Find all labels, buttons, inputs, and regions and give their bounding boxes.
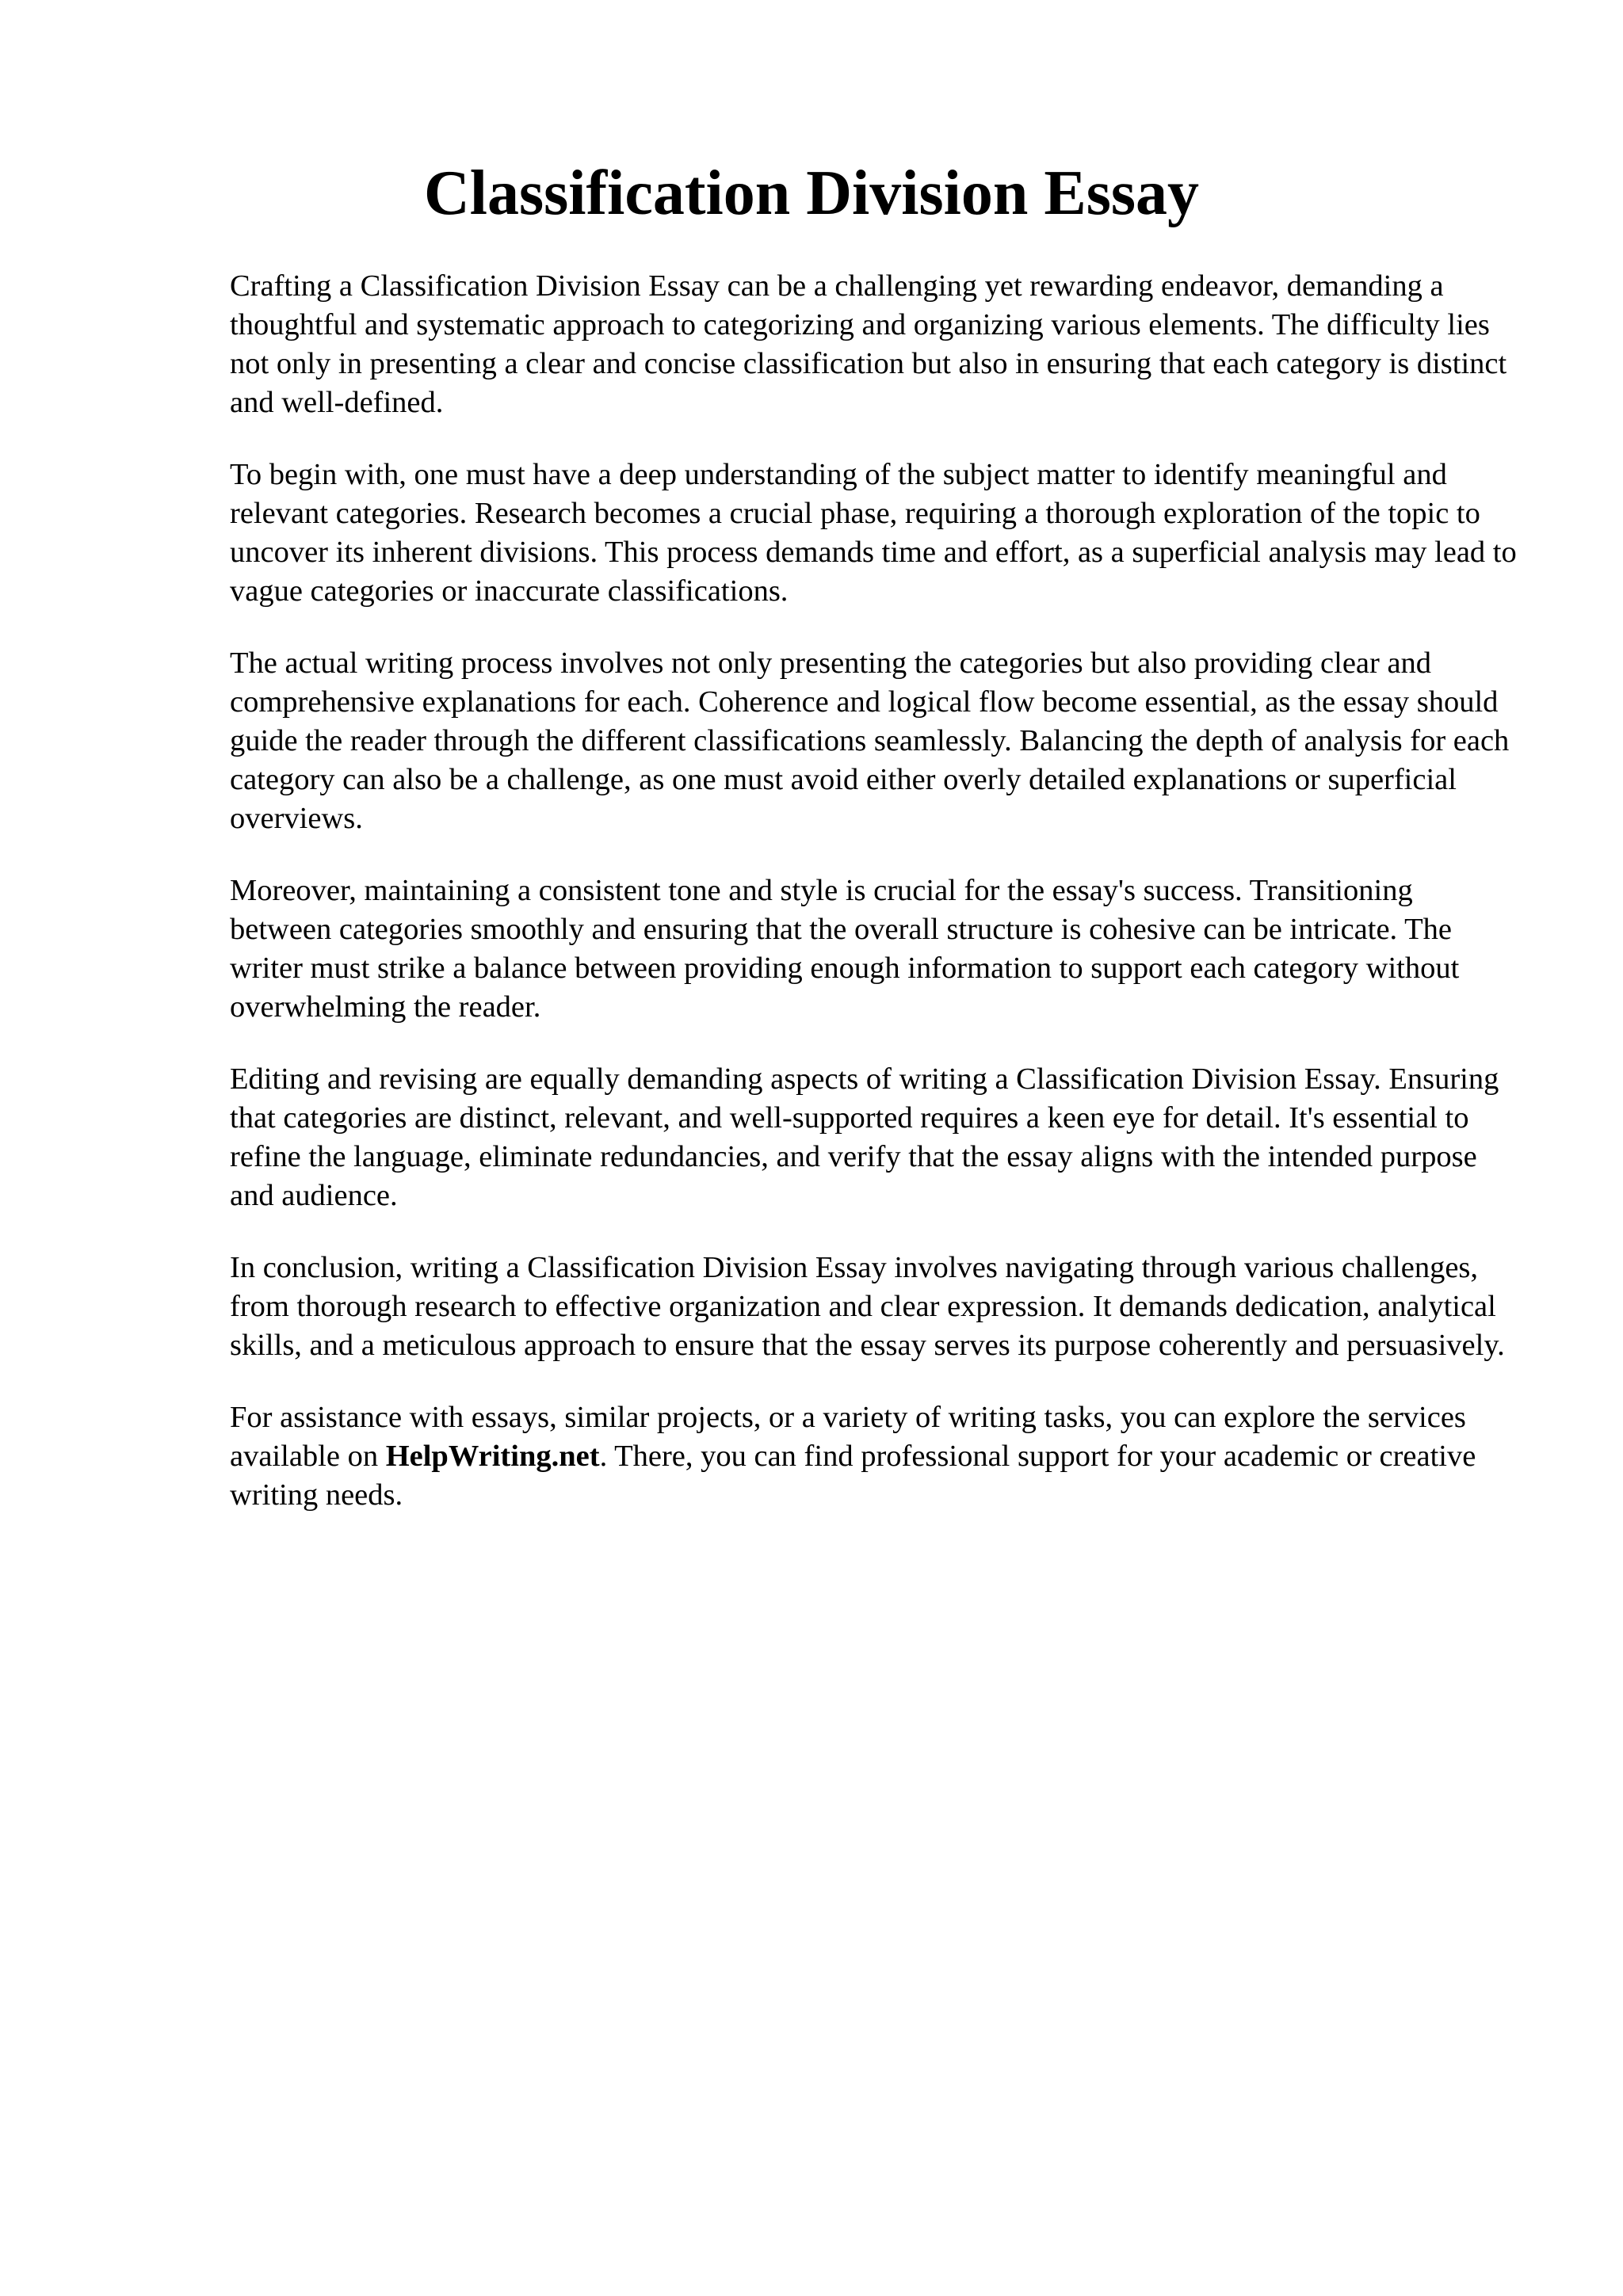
assistance-text-before-link: For assistance with essays, similar projects, or a variety of writing tasks, you can explore the services available on [230, 1401, 1466, 1473]
paragraph-tone-style: Moreover, maintaining a consistent tone and style is crucial for the essay's success. Transitioning between categories smoothly and ensuring that the overall structure is cohesive can be intricate. The writer must strike a balance between providing enough information to support each category without overwhelming the reader. [230, 874, 1460, 1024]
paragraph-writing-process: The actual writing process involves not only presenting the categories but also providing clear and comprehensive explanations for each. Coherence and logical flow become essential, as the essay should guide the reader through the different classifications seamlessly. Balancing the depth of analysis for each category can also be a challenge, as one must avoid either overly detailed explanations or superficial overviews. [230, 646, 1510, 835]
paragraph-assistance [230, 1398, 1522, 1515]
document-title: Classification Division Essay [424, 158, 1199, 228]
helpwriting-link[interactable]: HelpWriting.net [385, 1440, 600, 1473]
paragraph-research: To begin with, one must have a deep understanding of the subject matter to identify meaningful and relevant categories. Research becomes a crucial phase, requiring a thorough exploration of the topic to uncover its inherent divisions. This process demands time and effort, as a superficial analysis may lead to vague categories or inaccurate classifications. [230, 458, 1517, 608]
paragraph-conclusion: In conclusion, writing a Classification Division Essay involves navigating through various challenges, from thorough research to effective organization and clear expression. It demands dedication, analytical skills, and a meticulous approach to ensure that the essay serves its purpose coherently and persuasively. [230, 1251, 1505, 1362]
paragraph-editing: Editing and revising are equally demanding aspects of writing a Classification Division Essay. Ensuring that categories are distinct, relevant, and well-supported requires a keen eye for detail. It's essential to refine the language, eliminate redundancies, and verify that the essay aligns with the intended purpose and audience. [230, 1062, 1499, 1212]
assistance-text-after-link: . There, you can find professional support for your academic or creative writing needs. [230, 1440, 1476, 1512]
paragraph-intro: Crafting a Classification Division Essay can be a challenging yet rewarding endeavor, demanding a thoughtful and systematic approach to categorizing and organizing various elements. The difficulty lies not only in presenting a clear and concise classification but also in ensuring that each category is distinct and well-defined. [230, 269, 1507, 419]
document-body [230, 267, 1522, 1548]
